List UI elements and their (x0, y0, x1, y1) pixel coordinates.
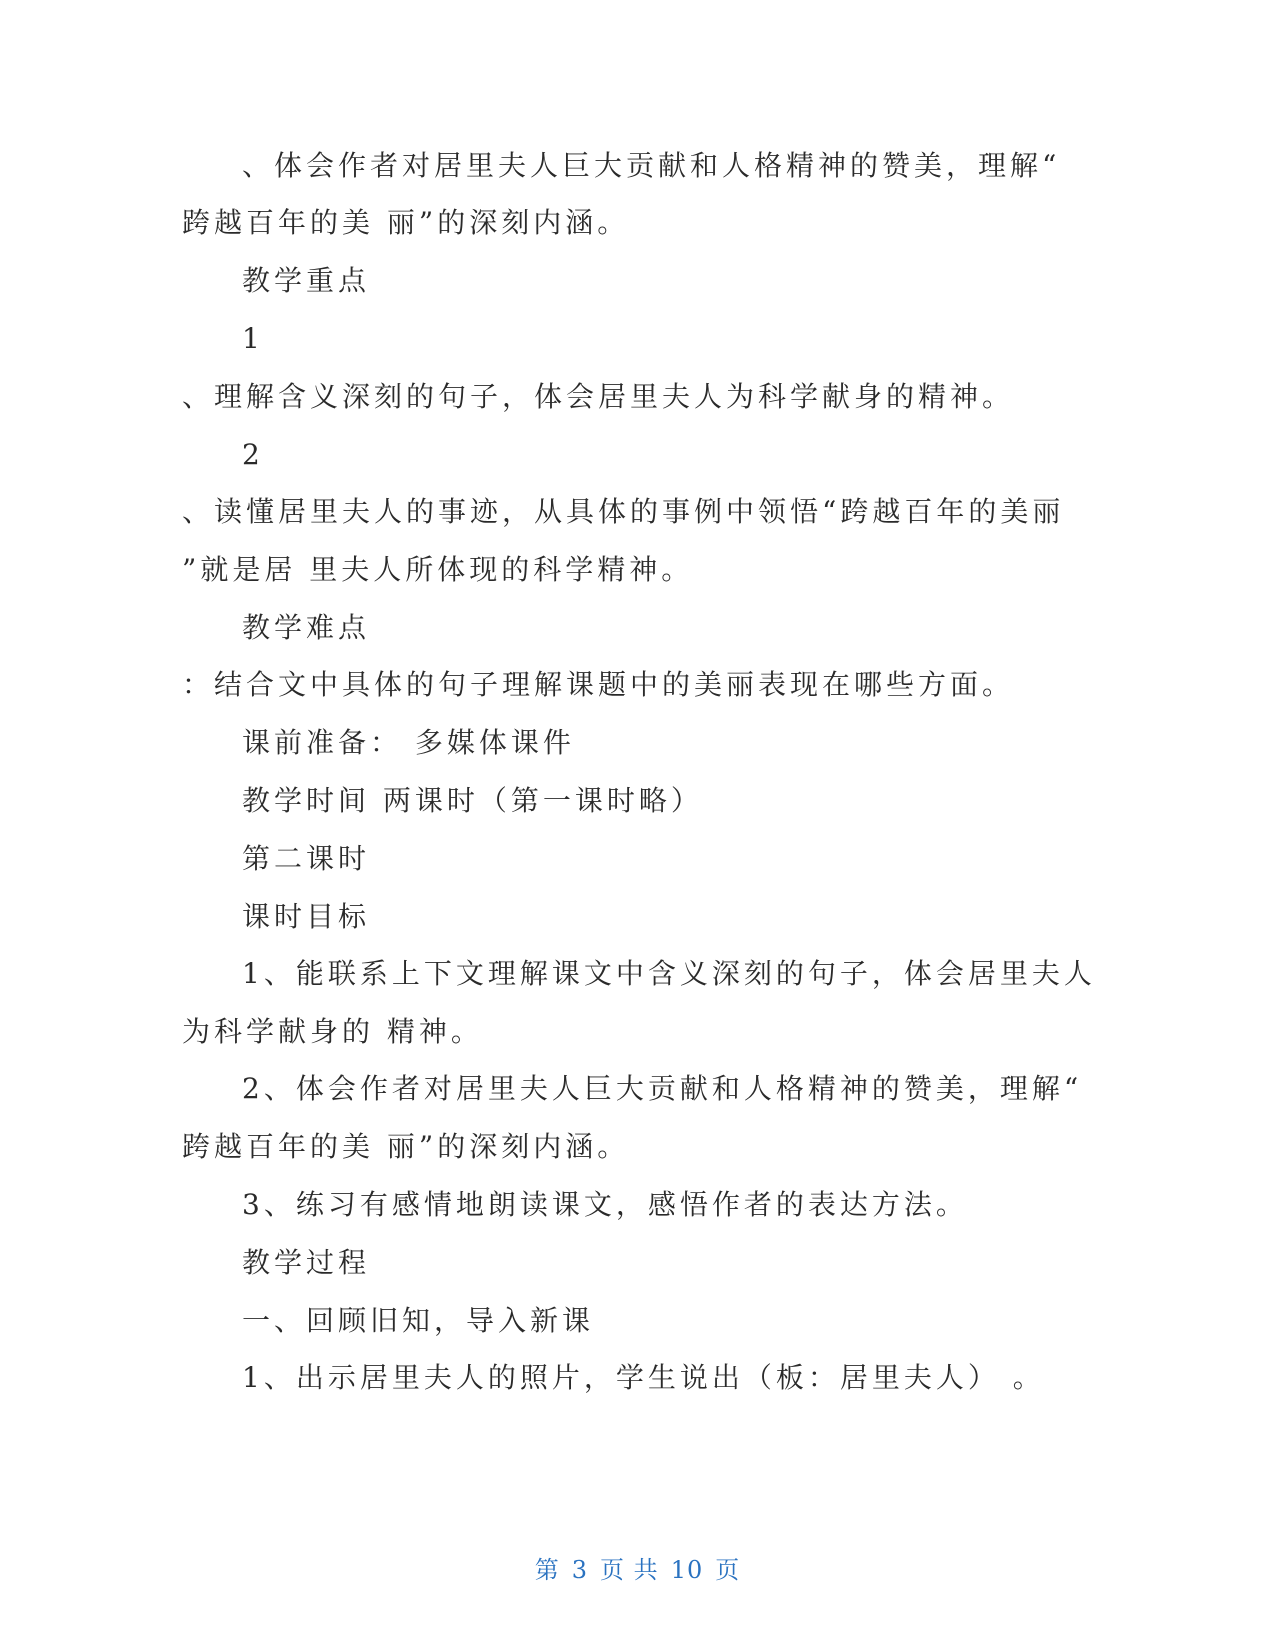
footer-label-page: 第 (534, 1556, 560, 1584)
list-number: 2 (242, 438, 264, 471)
text-line: 教学时间 两课时（第一课时略） (242, 784, 703, 817)
text-line: 1、出示居里夫人的照片，学生说出（板：居里夫人） 。 (242, 1361, 1045, 1394)
footer-current-page: 3 (571, 1556, 589, 1584)
text-line: ”就是居 里夫人所体现的科学精神。 (182, 553, 694, 586)
text-line: 为科学献身的 精神。 (182, 1015, 483, 1048)
section-heading: 教学过程 (242, 1246, 371, 1279)
text-line: 3、练习有感情地朗读课文，感悟作者的表达方法。 (242, 1188, 968, 1221)
section-heading: 课时目标 (242, 900, 371, 933)
footer-label-end: 页 (715, 1556, 741, 1584)
section-heading: 教学重点 (242, 264, 371, 297)
text-line: 1、能联系上下文理解课文中含义深刻的句子，体会居里夫人 (242, 957, 1096, 990)
text-line: 课前准备： 多媒体课件 (242, 726, 575, 759)
section-heading: 第二课时 (242, 842, 371, 875)
text-line: 跨越百年的美 丽”的深刻内涵。 (182, 206, 630, 239)
text-line: 跨越百年的美 丽”的深刻内涵。 (182, 1130, 630, 1163)
text-line: 、理解含义深刻的句子，体会居里夫人为科学献身的精神。 (182, 380, 1015, 413)
text-line: 、体会作者对居里夫人巨大贡献和人格精神的赞美，理解“ (242, 149, 1061, 182)
list-number: 1 (242, 322, 264, 355)
text-line: ：结合文中具体的句子理解课题中的美丽表现在哪些方面。 (182, 668, 1015, 701)
text-line: 、读懂居里夫人的事迹，从具体的事例中领悟“跨越百年的美丽 (182, 495, 1065, 528)
page-footer (0, 1555, 1275, 1585)
section-heading: 教学难点 (242, 611, 371, 644)
footer-label-of: 页 共 (600, 1556, 659, 1584)
text-line: 2、体会作者对居里夫人巨大贡献和人格精神的赞美，理解“ (242, 1072, 1083, 1105)
footer-total-pages: 10 (670, 1556, 704, 1584)
section-heading: 一、回顾旧知，导入新课 (242, 1304, 595, 1337)
